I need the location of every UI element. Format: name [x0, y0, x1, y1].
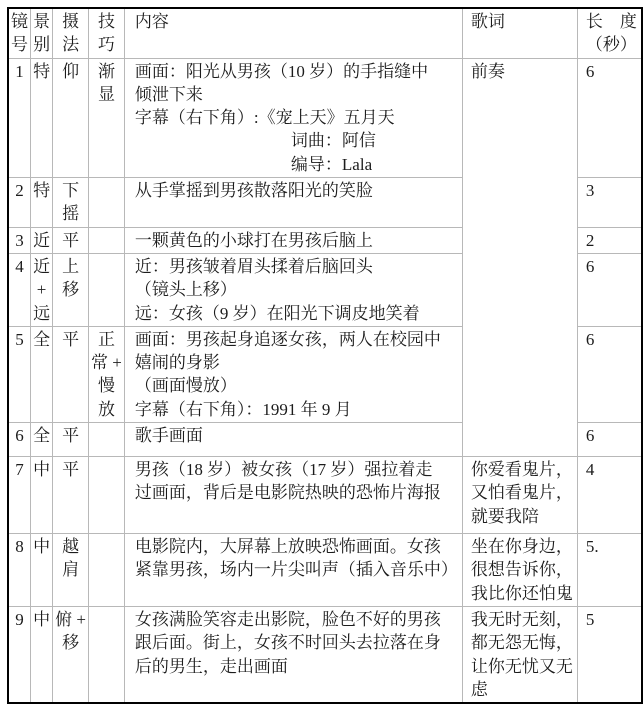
text-line: 电影院内，大屏幕上放映恐怖画面。女孩 [134, 537, 441, 557]
text-line: + [36, 280, 47, 300]
cell-duration: 3 [577, 178, 642, 228]
cell-duration: 4 [577, 457, 642, 534]
text-line: 字幕（右下角）:《宠上天》五月天 [134, 108, 395, 128]
text-line: 慢 [97, 376, 115, 396]
cell-technique [89, 423, 125, 457]
cell-duration: 5 [577, 606, 642, 703]
text-line: 显 [97, 84, 115, 104]
text-line: 号 [11, 35, 28, 55]
header-content [124, 8, 462, 58]
cell-technique [89, 58, 125, 177]
cell-technique [89, 606, 125, 703]
text-line: 中 [33, 537, 51, 557]
text-line: 字幕（右下角）：1991 年 9 月 [134, 399, 352, 419]
text-line: 编导：Lala [290, 154, 373, 174]
text-line: 特 [33, 181, 51, 201]
cell-lyrics [462, 457, 577, 534]
text-line: 男孩（18 岁）被女孩（17 岁）强拉着走 [134, 460, 433, 480]
cell-camera-method [53, 423, 89, 457]
cell-camera-method [53, 227, 89, 253]
text-line: 平 [62, 329, 80, 349]
text-line: 俯 + [55, 609, 86, 629]
cell-shot-no: 7 [8, 457, 31, 534]
cell-camera-method [53, 606, 89, 703]
text-line: 倾泄下来 [134, 84, 203, 104]
cell-content [124, 253, 462, 326]
text-line: 平 [62, 230, 80, 250]
text-line: 技 [97, 12, 115, 31]
cell-scene-type [31, 178, 53, 228]
cell-camera-method [53, 457, 89, 534]
text-line: 常 + [91, 353, 122, 373]
header-shot-no [8, 8, 31, 58]
cell-content [124, 326, 462, 422]
text-line: 平 [62, 460, 80, 480]
cell-technique [89, 178, 125, 228]
cell-scene-type [31, 326, 53, 422]
text-line: 都无怨无悔， [470, 633, 573, 653]
text-line: 景 [33, 12, 51, 31]
text-line: 你爱看鬼片， [470, 460, 573, 480]
text-line: 又怕看鬼片， [470, 483, 573, 503]
text-line: 移 [62, 280, 80, 300]
text-line: 别 [33, 35, 51, 55]
text-line: 正 [97, 329, 115, 349]
cell-camera-method [53, 326, 89, 422]
cell-scene-type [31, 606, 53, 703]
text-line: 词曲：阿信 [290, 131, 376, 151]
text-line: 摄 [62, 12, 80, 31]
cell-content [124, 423, 462, 457]
text-line: 近 [33, 230, 51, 250]
text-line: 坐在你身边， [470, 537, 573, 557]
header-technique [89, 8, 125, 58]
text-line: 放 [97, 399, 115, 419]
cell-technique [89, 457, 125, 534]
text-line: 渐 [97, 61, 115, 81]
cell-content [124, 457, 462, 534]
cell-scene-type [31, 58, 53, 177]
text-line: 后的男生，走出画面 [134, 656, 288, 676]
cell-scene-type [31, 534, 53, 607]
text-line: 巧 [97, 35, 115, 55]
cell-content [124, 534, 462, 607]
cell-shot-no: 8 [8, 534, 31, 607]
text-line: 摇 [62, 204, 80, 224]
cell-shot-no: 4 [8, 253, 31, 326]
text-line: 女孩满脸笑容走出影院，脸色不好的男孩 [134, 609, 441, 629]
text-line: 紧靠男孩，场内一片尖叫声（插入音乐中） [134, 560, 458, 580]
cell-shot-no: 2 [8, 178, 31, 228]
cell-lyrics [462, 534, 577, 607]
text-line: 从手掌摇到男孩散落阳光的笑脸 [134, 181, 373, 201]
text-line: 一颗黄色的小球打在男孩后脑上 [134, 230, 373, 250]
text-line: 仰 [62, 61, 80, 81]
text-line: （镜头上移） [134, 280, 237, 300]
cell-camera-method [53, 58, 89, 177]
cell-content [124, 178, 462, 228]
text-line: 肩 [62, 560, 80, 580]
cell-camera-method [53, 178, 89, 228]
text-line: 全 [33, 329, 51, 349]
text-line: 过画面，背后是电影院热映的恐怖片海报 [134, 483, 441, 503]
text-line: 很想告诉你， [470, 560, 573, 580]
text-line: （画面慢放） [134, 376, 237, 396]
cell-shot-no: 9 [8, 606, 31, 703]
text-line: 前奏 [470, 61, 505, 81]
cell-scene-type [31, 423, 53, 457]
text-line: 嬉闹的身影 [134, 353, 220, 373]
cell-scene-type [31, 457, 53, 534]
table-row [8, 457, 642, 534]
cell-shot-no: 6 [8, 423, 31, 457]
cell-duration: 6 [577, 58, 642, 177]
text-line: 内容 [134, 12, 169, 31]
text-line: 长 度 [585, 12, 637, 31]
cell-camera-method [53, 534, 89, 607]
table-row [8, 534, 642, 607]
cell-duration: 6 [577, 253, 642, 326]
cell-technique [89, 534, 125, 607]
cell-camera-method [53, 253, 89, 326]
text-line: 特 [33, 61, 51, 81]
text-line: 跟后面。街上，女孩不时回头去拉落在身 [134, 633, 441, 653]
text-line: 中 [33, 609, 51, 629]
cell-scene-type [31, 227, 53, 253]
text-line: 法 [62, 35, 80, 55]
cell-lyrics [462, 606, 577, 703]
header-duration [577, 8, 642, 58]
text-line: 我比你还怕鬼 [470, 583, 573, 603]
text-line: （秒） [585, 35, 637, 55]
text-line: 歌手画面 [134, 426, 203, 446]
text-line: 平 [62, 426, 80, 446]
text-line: 上 [62, 256, 80, 276]
text-line: 远 [33, 303, 51, 323]
cell-shot-no: 5 [8, 326, 31, 422]
cell-lyrics-merged [462, 58, 577, 456]
cell-duration: 6 [577, 326, 642, 422]
text-line: 下 [62, 181, 80, 201]
cell-shot-no: 1 [8, 58, 31, 177]
header-scene-type [31, 8, 53, 58]
cell-content [124, 227, 462, 253]
cell-scene-type [31, 253, 53, 326]
cell-duration: 5. [577, 534, 642, 607]
header-row [8, 8, 642, 58]
cell-technique [89, 253, 125, 326]
text-line: 歌词 [470, 12, 505, 31]
cell-technique [89, 326, 125, 422]
cell-duration: 2 [577, 227, 642, 253]
table-row [8, 606, 642, 703]
text-line: 就要我陪 [470, 506, 539, 526]
table-row [8, 58, 642, 177]
text-line: 镜 [11, 12, 28, 31]
text-line: 虑 [470, 679, 488, 699]
text-line: 全 [33, 426, 51, 446]
cell-duration: 6 [577, 423, 642, 457]
header-lyrics [462, 8, 577, 58]
text-line: 中 [33, 460, 51, 480]
cell-content [124, 606, 462, 703]
cell-technique [89, 227, 125, 253]
text-line: 让你无忧又无 [470, 656, 573, 676]
text-line: 近 [33, 256, 51, 276]
header-camera-method [53, 8, 89, 58]
text-line: 画面：阳光从男孩（10 岁）的手指缝中 [134, 61, 429, 81]
text-line: 近：男孩皱着眉头揉着后脑回头 [134, 256, 373, 276]
cell-content [124, 58, 462, 177]
text-line: 移 [62, 633, 80, 653]
storyboard-table [7, 7, 643, 704]
cell-shot-no: 3 [8, 227, 31, 253]
text-line: 画面：男孩起身追逐女孩，两人在校园中 [134, 329, 441, 349]
text-line: 越 [62, 537, 80, 557]
text-line: 远：女孩（9 岁）在阳光下调皮地笑着 [134, 303, 420, 323]
text-line: 我无时无刻， [470, 609, 573, 629]
